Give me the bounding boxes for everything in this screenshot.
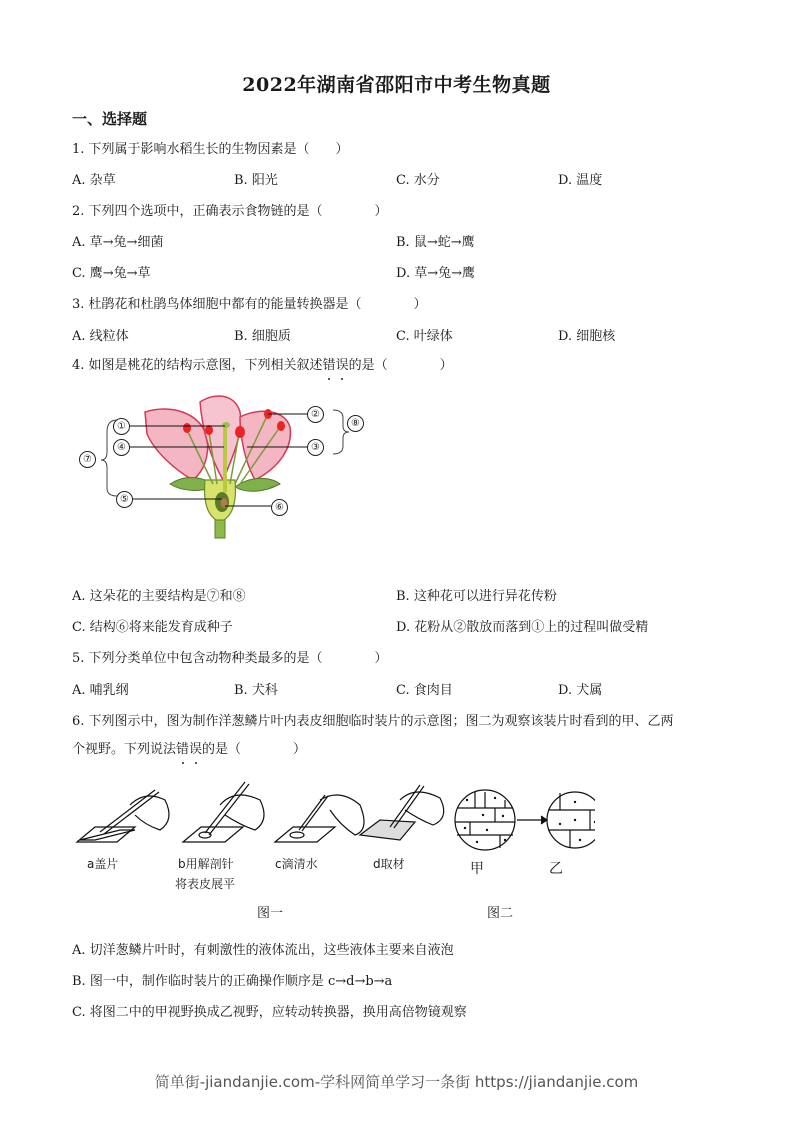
step-d-label: d取材: [373, 857, 405, 871]
figure-2-caption: 图二: [487, 906, 514, 921]
question-6-stem-line2: [72, 741, 306, 759]
q5-option-a: A. 哺乳纲: [72, 683, 129, 698]
q6-emphasis-2: 误: [189, 742, 203, 757]
label-4: ④: [113, 439, 130, 456]
q6-option-c: C. 将图二中的甲视野换成乙视野，应转动转换器，换用高倍物镜观察: [72, 1005, 467, 1020]
question-5-stem: 5. 下列分类单位中包含动物种类最多的是（ ）: [72, 651, 388, 666]
q4-stem-post: 的是（ ）: [348, 358, 453, 373]
q1-option-c: C. 水分: [396, 173, 440, 188]
q2-option-d: D. 草→兔→鹰: [396, 266, 476, 281]
q2-option-c: C. 鹰→兔→草: [72, 266, 151, 281]
view-jia-label: 甲: [470, 861, 484, 877]
q5-option-b: B. 犬科: [234, 683, 278, 698]
q4-option-c: C. 结构⑥将来能发育成种子: [72, 620, 233, 635]
q6-option-b: B. 图一中，制作临时装片的正确操作顺序是 c→d→b→a: [72, 974, 393, 989]
q4-option-d: D. 花粉从②散放而落到①上的过程叫做受精: [396, 620, 649, 635]
flower-illustration-icon: [75, 392, 375, 552]
q6-stem-post: 的是（ ）: [202, 742, 307, 757]
q3-option-a: A. 线粒体: [72, 329, 129, 344]
q4-emphasis-2: 误: [335, 358, 349, 373]
question-2-stem: 2. 下列四个选项中，正确表示食物链的是（ ）: [72, 204, 388, 219]
q6-emphasis-1: 错: [176, 742, 190, 757]
step-b-label: b用解剖针: [178, 857, 234, 871]
page-title: 2022年湖南省邵阳市中考生物真题: [242, 74, 551, 96]
label-3: ③: [307, 439, 324, 456]
page-footer-watermark: 简单街-jiandanjie.com-学科网简单学习一条街 https://jiandanjie.com: [154, 1073, 639, 1091]
label-7: ⑦: [79, 451, 96, 468]
q5-option-c: C. 食肉目: [396, 683, 453, 698]
question-6-stem-line1: 6. 下列图示中，图为制作洋葱鳞片叶内表皮细胞临时装片的示意图；图二为观察该装片时看到的甲、乙两: [72, 714, 674, 729]
q4-stem-pre: 4. 如图是桃花的结构示意图，下列相关叙述: [72, 358, 323, 373]
label-2: ②: [307, 406, 324, 423]
q1-option-a: A. 杂草: [72, 173, 116, 188]
step-c-label: c滴清水: [275, 857, 318, 871]
section-heading: 一、选择题: [72, 110, 148, 128]
q4-emphasis-1: 错: [322, 358, 336, 373]
q6-option-a: A. 切洋葱鳞片叶时，有刺激性的液体流出，这些液体主要来自液泡: [72, 943, 454, 958]
q2-option-b: B. 鼠→蛇→鹰: [396, 235, 475, 250]
label-5: ⑤: [116, 491, 133, 508]
question-1-stem: 1. 下列属于影响水稻生长的生物因素是（ ）: [72, 142, 349, 157]
q3-option-c: C. 叶绿体: [396, 329, 453, 344]
slide-preparation-diagram: [75, 780, 595, 925]
label-1: ①: [113, 418, 130, 435]
q3-option-b: B. 细胞质: [234, 329, 291, 344]
q1-option-b: B. 阳光: [234, 173, 278, 188]
q1-option-d: D. 温度: [558, 173, 603, 188]
step-a-label: a盖片: [87, 857, 119, 871]
question-3-stem: 3. 杜鹃花和杜鹃鸟体细胞中都有的能量转换器是（ ）: [72, 297, 427, 312]
label-6: ⑥: [271, 499, 288, 516]
question-4-stem: [72, 357, 453, 375]
q2-option-a: A. 草→兔→细菌: [72, 235, 164, 250]
q4-option-b: B. 这种花可以进行异花传粉: [396, 589, 557, 604]
q4-option-a: A. 这朵花的主要结构是⑦和⑧: [72, 589, 246, 604]
lab-steps-illustration-icon: [75, 780, 595, 875]
peach-flower-diagram: [75, 392, 375, 552]
q6-stem-pre: 个视野。下列说法: [72, 742, 177, 757]
view-yi-label: 乙: [549, 861, 563, 877]
q3-option-d: D. 细胞核: [558, 329, 616, 344]
label-8: ⑧: [347, 415, 364, 432]
q5-option-d: D. 犬属: [558, 683, 603, 698]
figure-1-caption: 图一: [257, 906, 284, 921]
step-b-label-line2: 将表皮展平: [175, 877, 236, 891]
